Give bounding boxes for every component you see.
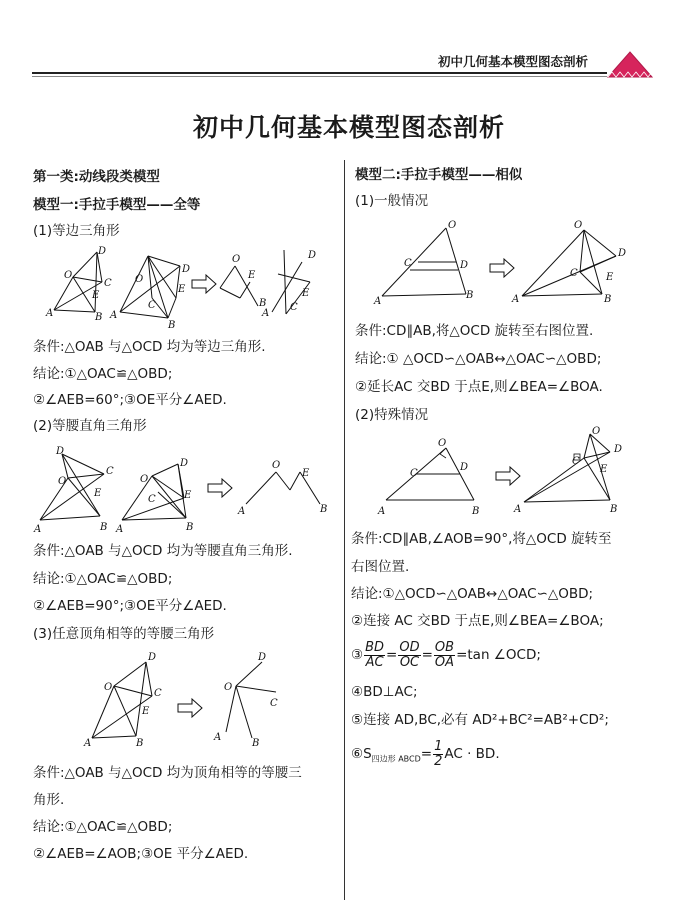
case2-heading: (2)等腰直角三角形 — [33, 418, 147, 434]
case3-condition-line1: 条件:△OAB 与△OCD 均为顶角相等的等腰三 — [33, 765, 302, 781]
label-C10: C — [404, 258, 412, 269]
label-D4: D — [308, 250, 317, 261]
label-O5: O — [58, 476, 67, 487]
label-E4: E — [302, 288, 310, 299]
label-C13: C — [572, 456, 580, 467]
label-O12: O — [438, 438, 447, 449]
case2-conclusion2: ②∠AEB=90°;③OE平分∠AED. — [33, 598, 227, 614]
special-c3: ③ $\frac{BD}{AC}$ = $\frac{OD}{OC}$ = $\frac{OB}{OA}$ =tan ∠OCD; — [351, 639, 541, 670]
label-B5: B — [100, 522, 108, 533]
model1-heading: 模型一:手拉手模型——全等 — [33, 197, 201, 213]
label-A8: A — [84, 738, 92, 749]
case1-heading: (1)等边三角形 — [33, 223, 120, 239]
model2-heading: 模型二:手拉手模型——相似 — [355, 167, 523, 183]
label-D5: D — [56, 446, 65, 457]
label-E6: E — [184, 490, 192, 501]
label-A6: A — [116, 524, 124, 535]
fraction-od-oc: $\frac{OD}{OC}$ — [399, 639, 420, 670]
special-condition-line1: 条件:CD∥AB,∠AOB=90°,将△OCD 旋转至 — [351, 531, 612, 547]
label-O3: O — [232, 254, 241, 265]
label-B13: B — [610, 504, 618, 515]
label-E3: E — [248, 270, 256, 281]
diagram-similar-general — [362, 214, 652, 310]
general-conclusion1: 结论:① △OCD∽△OAB↔△OAC∽△OBD; — [355, 351, 602, 367]
label-O8: O — [104, 682, 113, 693]
label-D: D — [98, 246, 107, 257]
label-O: O — [64, 270, 73, 281]
label-B11: B — [604, 294, 612, 305]
special-condition-line2: 右图位置. — [351, 559, 410, 575]
case2-conclusion1: 结论:①△OAC≌△OBD; — [33, 571, 173, 587]
label-A12: A — [378, 506, 386, 517]
diagram-equilateral — [40, 242, 330, 331]
label-D13: D — [614, 444, 623, 455]
general-conclusion2: ②延长AC 交BD 于点E,则∠BEA=∠BOA. — [355, 379, 603, 395]
special-c4: ④BD⊥AC; — [351, 684, 418, 700]
label-E11: E — [606, 272, 614, 283]
label-E13: E — [600, 464, 608, 475]
header-rule-thin — [32, 76, 607, 77]
c6-prefix: ⑥S — [351, 746, 372, 762]
label-A11: A — [512, 294, 520, 305]
label-C12: C — [410, 468, 418, 479]
diagram-arbitrary-isosceles — [80, 648, 290, 752]
label-C5: C — [106, 466, 114, 477]
case3-condition-line2: 角形. — [33, 792, 65, 808]
label-B6: B — [186, 522, 194, 533]
label-B7: B — [320, 504, 328, 515]
label-B9: B — [252, 738, 260, 749]
label-A4: A — [262, 308, 270, 319]
label-D11: D — [618, 248, 627, 259]
label-B8: B — [136, 738, 144, 749]
label-E5: E — [94, 488, 102, 499]
fraction-bd-ac: $\frac{BD}{AC}$ — [365, 639, 385, 670]
diagram-isosceles-right — [32, 440, 332, 536]
c3-suffix: =tan ∠OCD; — [456, 647, 541, 663]
case1-conclusion2: ②∠AEB=60°;③OE平分∠AED. — [33, 392, 227, 408]
label-O7: O — [272, 460, 281, 471]
label-A: A — [46, 308, 54, 319]
c6-subscript: 四边形 ABCD — [371, 754, 421, 764]
label-D8: D — [148, 652, 157, 663]
label-A9: A — [214, 732, 222, 743]
c6-suffix: AC · BD. — [444, 746, 500, 762]
column-divider — [344, 160, 345, 900]
label-D10: D — [460, 260, 469, 271]
label-O6: O — [140, 474, 149, 485]
label-C8: C — [154, 688, 162, 699]
label-A7: A — [238, 506, 246, 517]
label-D12: D — [460, 462, 469, 473]
label-B3: B — [259, 298, 267, 309]
label-B: B — [95, 312, 103, 323]
category-heading: 第一类:动线段类模型 — [33, 169, 160, 185]
case2-condition: 条件:△OAB 与△OCD 均为等腰直角三角形. — [33, 543, 293, 559]
corner-triangle-icon — [606, 50, 654, 78]
label-D9: D — [258, 652, 267, 663]
label-A5: A — [34, 524, 42, 535]
label-O9: O — [224, 682, 233, 693]
label-O11: O — [574, 220, 583, 231]
label-A10: A — [374, 296, 382, 307]
special-c1: 结论:①△OCD∽△OAB↔△OAC∽△OBD; — [351, 586, 594, 602]
diagram-similar-special — [378, 428, 648, 524]
special-c5: ⑤连接 AD,BC,必有 AD²+BC²=AB²+CD²; — [351, 712, 609, 728]
case3-conclusion2: ②∠AEB=∠AOB;③OE 平分∠AED. — [33, 846, 249, 862]
label-C6: C — [148, 494, 156, 505]
label-C: C — [104, 278, 112, 289]
label-D2: D — [182, 264, 191, 275]
label-B12: B — [472, 506, 480, 517]
label-O13: O — [592, 426, 601, 437]
general-condition: 条件:CD∥AB,将△OCD 旋转至右图位置. — [355, 323, 594, 339]
label-E7: E — [302, 468, 310, 479]
fraction-one-half: $\frac{1}{2}$ — [434, 738, 443, 769]
general-heading: (1)一般情况 — [355, 193, 429, 209]
case1-conclusion1: 结论:①△OAC≌△OBD; — [33, 366, 173, 382]
label-D6: D — [180, 458, 189, 469]
c3-prefix: ③ — [351, 647, 364, 663]
page-title: 初中几何基本模型图态剖析 — [192, 113, 505, 142]
label-C11: C — [570, 268, 578, 279]
label-O10: O — [448, 220, 457, 231]
label-A2: A — [110, 310, 118, 321]
label-C2: C — [148, 300, 156, 311]
special-heading: (2)特殊情况 — [355, 407, 429, 423]
fraction-ob-oa: $\frac{OB}{OA}$ — [434, 639, 455, 670]
case1-condition: 条件:△OAB 与△OCD 均为等边三角形. — [33, 339, 266, 355]
label-B10: B — [466, 290, 474, 301]
label-C9: C — [270, 698, 278, 709]
c6-equals: = — [420, 746, 433, 762]
case3-heading: (3)任意顶角相等的等腰三角形 — [33, 626, 215, 642]
special-c6 — [351, 738, 500, 772]
label-E: E — [92, 290, 100, 301]
label-E2: E — [178, 284, 186, 295]
label-E8: E — [142, 706, 150, 717]
label-A13: A — [514, 504, 522, 515]
label-C4: C — [290, 302, 298, 313]
special-c2: ②连接 AC 交BD 于点E,则∠BEA=∠BOA; — [351, 613, 604, 629]
header-title: 初中几何基本模型图态剖析 — [437, 54, 588, 69]
label-B2: B — [168, 320, 176, 331]
case3-conclusion1: 结论:①△OAC≌△OBD; — [33, 819, 173, 835]
header-rule — [32, 72, 607, 74]
label-O2: O — [135, 274, 144, 285]
